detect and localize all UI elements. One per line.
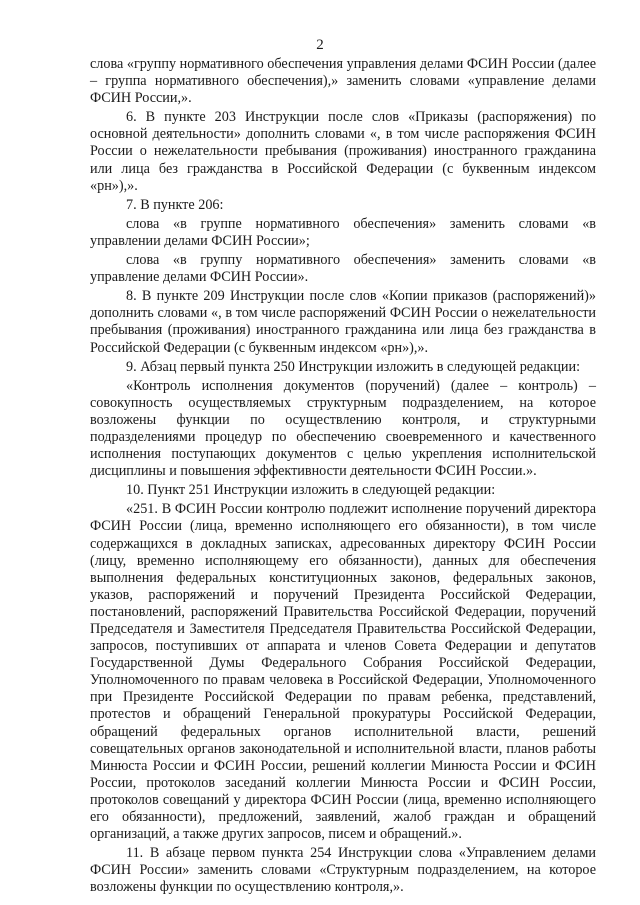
paragraph-item-7: 7. В пункте 206: — [126, 196, 224, 213]
paragraph-item-10-text: «251. В ФСИН России контролю подлежит исполнение поручений директора ФСИН России (лица, временно исполняющего его обязанности), в том числе содержащихся в докладных записках, адресованных директору ФСИН России (лицу, временно исполняющему его обязанности), данных для обеспечения выполнения федеральных конституционных законов, федеральных законов, указов, распоряжений и поручений Президента Российской Федерации, постановлений, распоряжений Правительства Российской Федерации, поручений Председателя и Заместителя Председателя Правительства Российской Федерации, запросов, поступивших от аппарата и членов Совета Федерации и депутатов Государственной Думы Федерального Собрания Российской Федерации, Уполномоченного по правам человека в Российской Федерации, Уполномоченного при Президенте Российской Федерации по правам ребенка, представлений, протестов и обращений Генеральной прокуратуры Российской Федерации, обращений федеральных органов исполнительной власти, решений совещательных органов законодательной и исполнительной власти, планов работы Минюста России и ФСИН России, решений коллегии Минюста России и ФСИН России, протоколов заседаний коллегии Минюста России и ФСИН России, протоколов совещаний у директора ФСИН России (лица, временно исполняющего его обязанности), предложений, заявлений, жалоб граждан и обращений организаций, а также других запросов, писем и обращений.». — [90, 501, 596, 843]
paragraph-item-9: 9. Абзац первый пункта 250 Инструкции изложить в следующей редакции: — [126, 358, 581, 375]
paragraph-item-11: 11. В абзаце первом пункта 254 Инструкции слова «Управлением делами ФСИН России» заменить словами «Структурным подразделением, на которое возложены функции по осуществлению контроля,». — [90, 845, 596, 896]
paragraph-item-10: 10. Пункт 251 Инструкции изложить в следующей редакции: — [126, 482, 496, 499]
paragraph-item-9-text: «Контроль исполнения документов (поручений) (далее – контроль) – совокупность осуществляемых структурным подразделением, на которое возложены функции по осуществлению контроля, и структурными подразделениями процедур по обеспечению своевременного и качественного исполнения поступающих документов с целью укрепления исполнительской дисциплины и повышения эффективности деятельности ФСИН России.». — [90, 377, 596, 480]
paragraph-item-7-sub-2: слова «в группу нормативного обеспечения» заменить словами «в управление делами ФСИН России». — [90, 252, 596, 286]
document-body — [90, 56, 596, 899]
paragraph-item-6: 6. В пункте 203 Инструкции после слов «Приказы (распоряжения) по основной деятельности» дополнить словами «, в том числе распоряжения ФСИН России о нежелательности пребывания (проживания) иностранного гражданина или лица без гражданства в Российской Федерации (с буквенным индексом «рн»),». — [90, 109, 596, 194]
paragraph-item-8: 8. В пункте 209 Инструкции после слов «Копии приказов (распоряжений)» дополнить словами «, в том числе распоряжений ФСИН России о нежелательности пребывания (проживания) иностранного гражданина или лица без гражданства в Российской Федерации (с буквенным индексом «рн»),». — [90, 288, 596, 356]
paragraph-1: слова «группу нормативного обеспечения управления делами ФСИН России (далее – группа нормативного обеспечения),» заменить словами «управление делами ФСИН России,». — [90, 56, 596, 107]
page-number: 2 — [316, 37, 324, 53]
paragraph-item-7-sub-1: слова «в группе нормативного обеспечения» заменить словами «в управлении делами ФСИН России»; — [90, 215, 596, 249]
